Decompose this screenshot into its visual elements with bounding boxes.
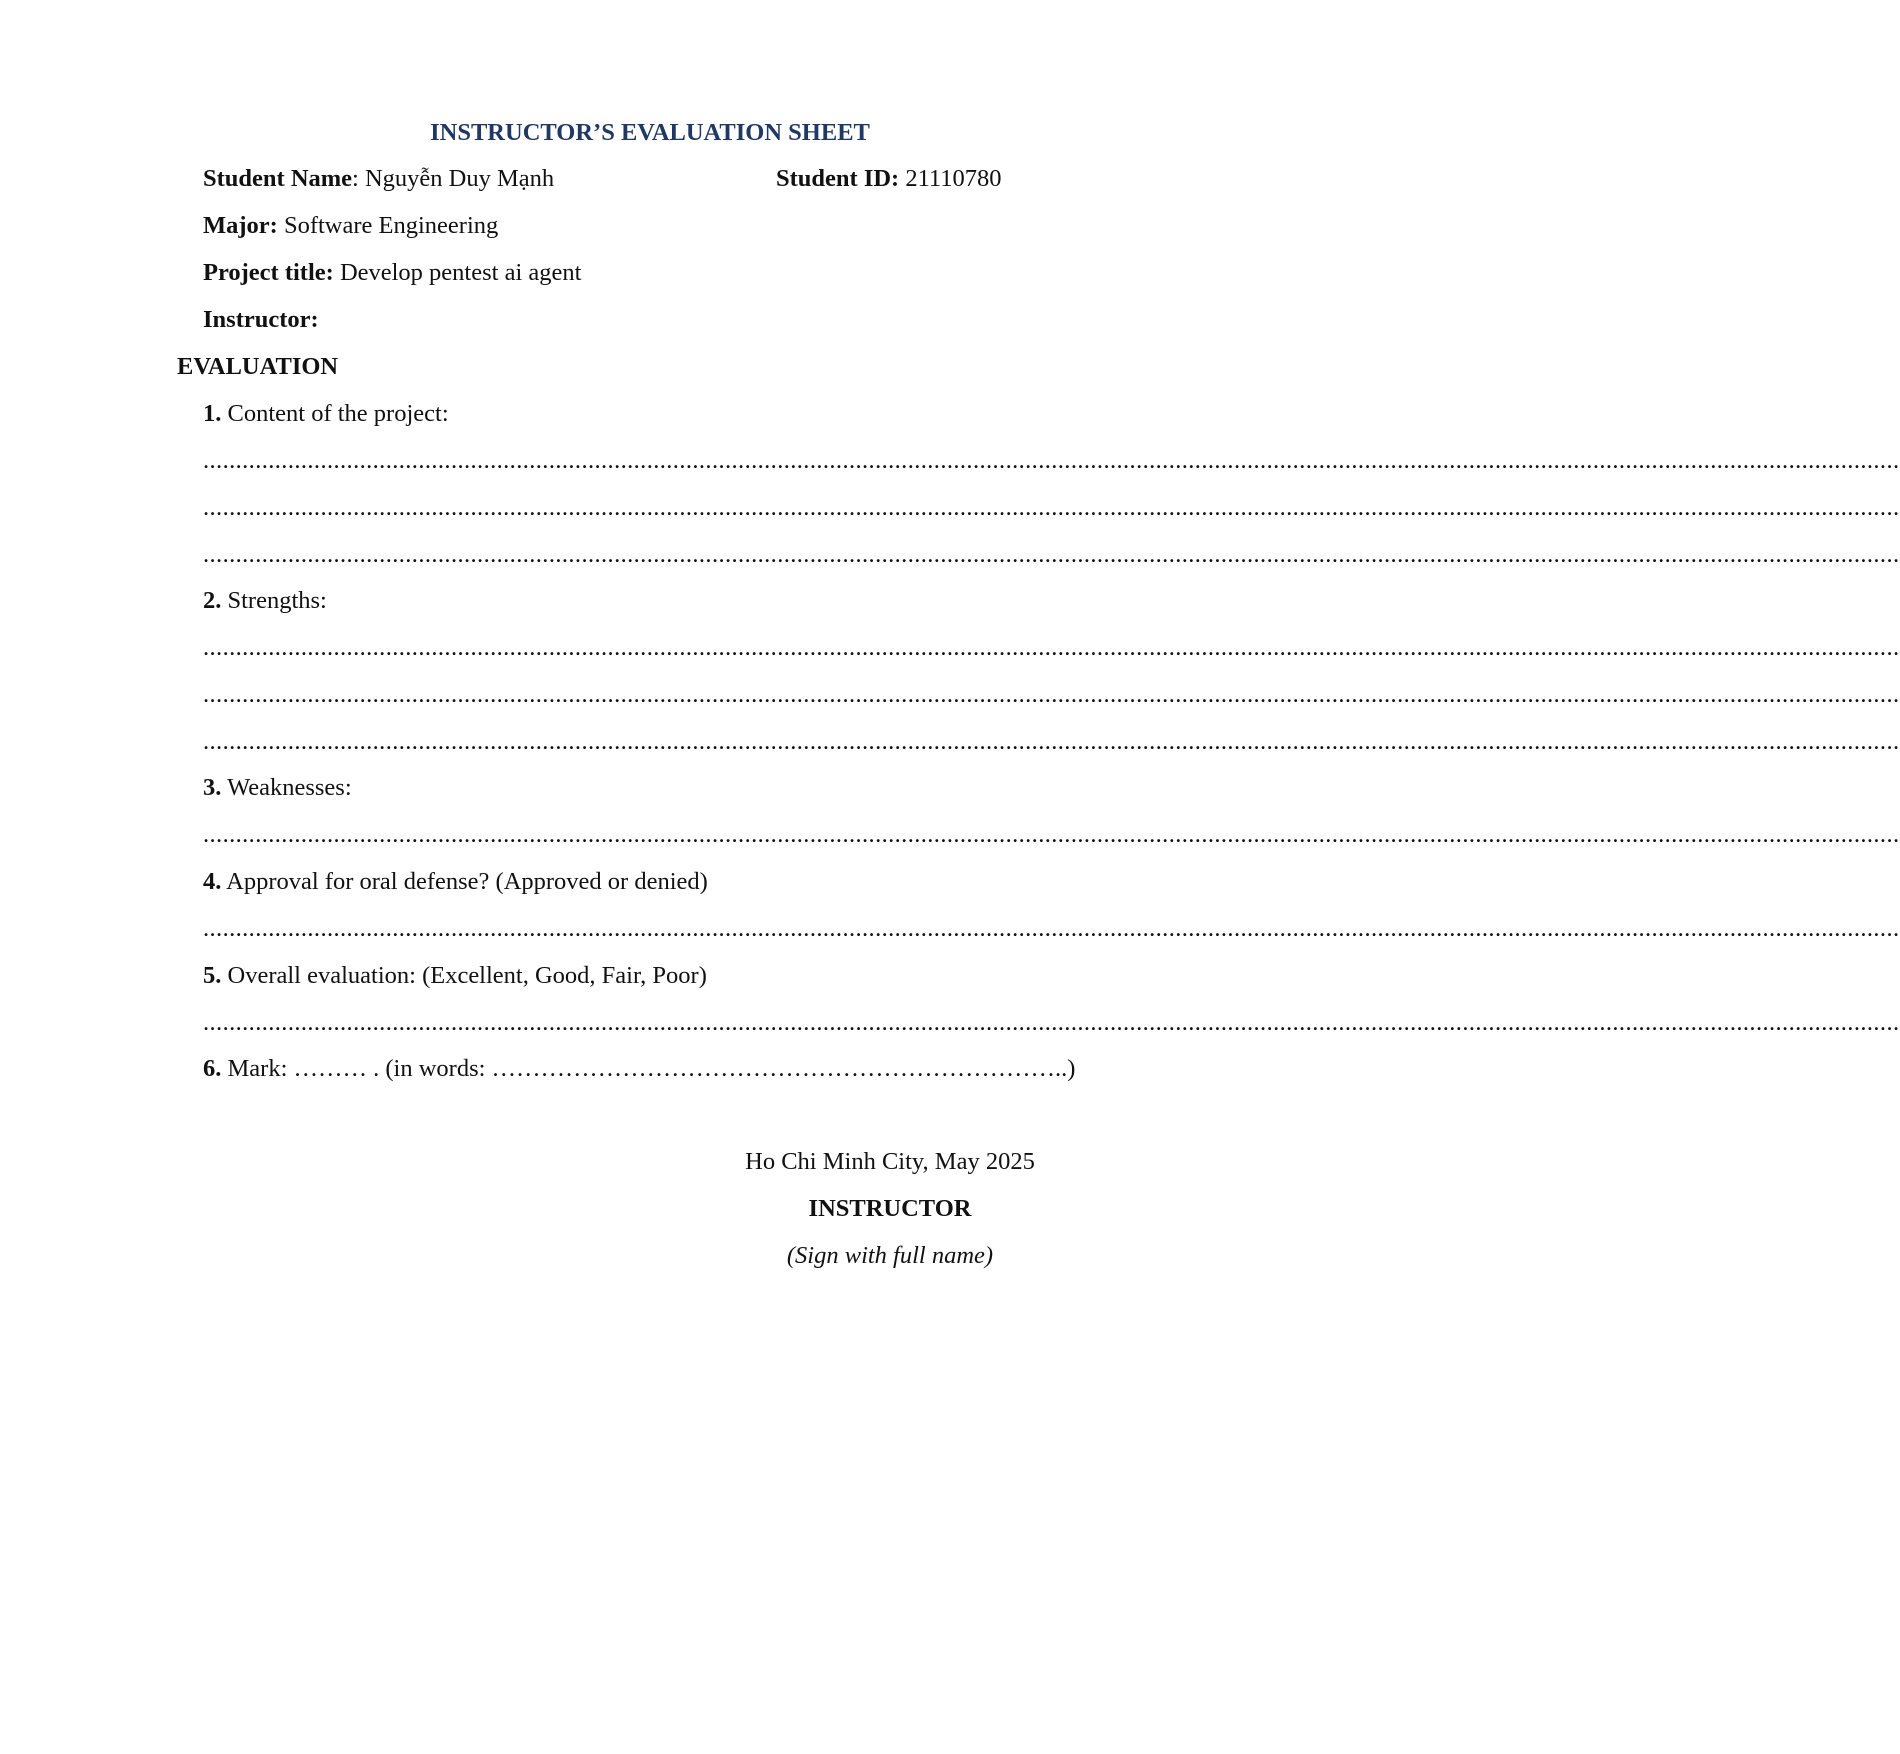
fill-line: .................................................................................................................................................................................................................................................................... xyxy=(203,1009,1900,1036)
fill-line: .................................................................................................................................................................................................................................................................... xyxy=(203,728,1900,755)
item-text: Approval for oral defense? (Approved or denied) xyxy=(226,868,708,895)
fill-line: .................................................................................................................................................................................................................................................................... xyxy=(203,634,1900,661)
student-name-value: Nguyễn Duy Mạnh xyxy=(364,165,555,192)
student-name-label: Student Name xyxy=(203,165,353,192)
item-text: Content of the project: xyxy=(227,400,449,427)
item-1-content xyxy=(203,399,449,429)
instructor-row xyxy=(203,305,319,335)
project-title-label: Project title: xyxy=(203,259,334,286)
fill-line: .................................................................................................................................................................................................................................................................... xyxy=(203,447,1900,474)
student-id-row xyxy=(776,164,1002,194)
fill-line: .................................................................................................................................................................................................................................................................... xyxy=(203,541,1900,568)
student-id-value: 21110780 xyxy=(905,165,1002,192)
signature-role: INSTRUCTOR xyxy=(808,1195,972,1222)
fill-line: .................................................................................................................................................................................................................................................................... xyxy=(203,915,1900,942)
fill-line: .................................................................................................................................................................................................................................................................... xyxy=(203,681,1900,708)
item-3-weaknesses xyxy=(203,773,352,803)
instructor-label: Instructor: xyxy=(203,306,319,333)
item-5-overall xyxy=(203,961,707,991)
item-text: Mark: ……… . (in words: ……………………………………………………………..) xyxy=(227,1055,1076,1082)
major-row xyxy=(203,211,498,241)
item-number: 2. xyxy=(203,587,222,614)
fill-line: .................................................................................................................................................................................................................................................................... xyxy=(203,494,1900,521)
project-title-value: Develop pentest ai agent xyxy=(339,259,582,286)
item-text: Weaknesses: xyxy=(227,774,352,801)
item-number: 5. xyxy=(203,962,222,989)
major-label: Major: xyxy=(203,212,278,239)
item-number: 6. xyxy=(203,1055,222,1082)
signature-note: (Sign with full name) xyxy=(786,1242,994,1269)
item-2-strengths xyxy=(203,586,327,616)
fill-line: .................................................................................................................................................................................................................................................................... xyxy=(203,821,1900,848)
place-date: Ho Chi Minh City, May 2025 xyxy=(745,1148,1035,1175)
project-title-row xyxy=(203,258,581,288)
page-title: INSTRUCTOR’S EVALUATION SHEET xyxy=(430,119,870,146)
item-6-mark xyxy=(203,1054,1075,1084)
item-number: 1. xyxy=(203,400,222,427)
evaluation-heading: EVALUATION xyxy=(177,353,339,380)
item-text: Strengths: xyxy=(227,587,327,614)
major-value: Software Engineering xyxy=(283,212,499,239)
item-text: Overall evaluation: (Excellent, Good, Fair, Poor) xyxy=(227,962,707,989)
student-id-label: Student ID: xyxy=(776,165,900,192)
item-4-approval xyxy=(203,867,708,897)
student-name-row: Student Name: Nguyễn Duy Mạnh xyxy=(203,165,555,192)
item-number: 4. xyxy=(203,868,222,895)
item-number: 3. xyxy=(203,774,222,801)
